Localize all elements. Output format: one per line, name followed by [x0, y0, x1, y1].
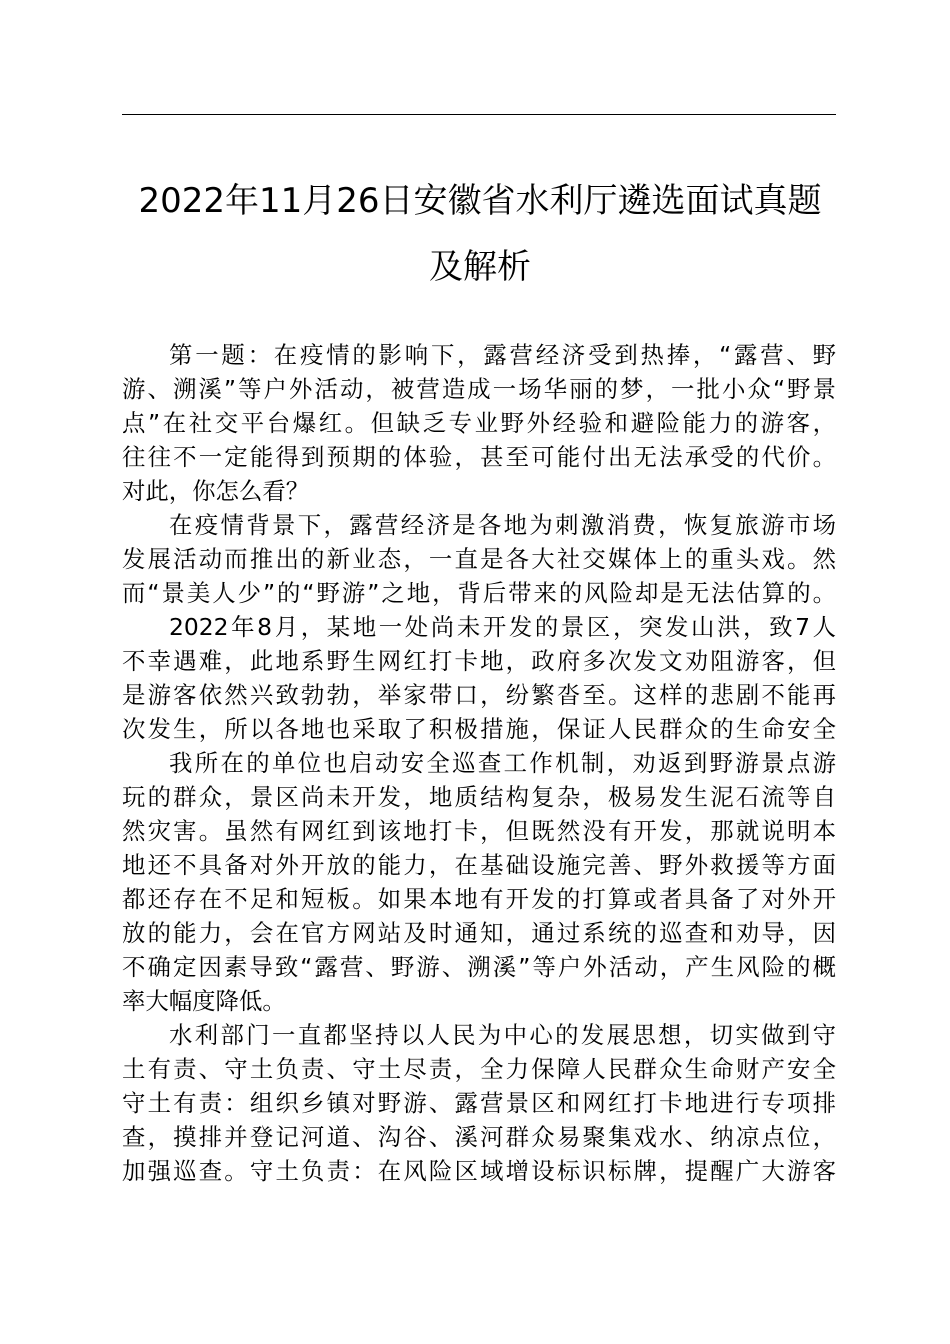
paragraph-water-department — [122, 1018, 836, 1188]
text-line: 水利部门一直都坚持以人民为中心的发展思想，切实做到守 — [169, 1021, 836, 1049]
text-line: 而“景美人少”的“野游”之地，背后带来的风险却是无法估算的。 — [122, 579, 836, 607]
text-line: 不确定因素导致“露营、野游、溯溪”等户外活动，产生风险的概 — [122, 953, 836, 981]
text-line: 点”在社交平台爆红。但缺乏专业野外经验和避险能力的游客， — [122, 409, 836, 437]
text-line: 土有责、守土负责、守土尽责，全力保障人民群众生命财产安全 — [122, 1055, 836, 1083]
text-line: 对此，你怎么看？ — [122, 477, 310, 505]
text-line: 不幸遇难，此地系野生网红打卡地，政府多次发文劝阻游客，但 — [122, 647, 836, 675]
text-line: 次发生，所以各地也采取了积极措施，保证人民群众的生命安全 — [122, 715, 836, 743]
paragraph-background — [122, 508, 836, 610]
text-line: 玩的群众，景区尚未开发，地质结构复杂，极易发生泥石流等自 — [122, 783, 836, 811]
header-divider — [122, 114, 836, 115]
title-line-2: 及解析 — [429, 247, 531, 287]
text-line: 然灾害。虽然有网红到该地打卡，但既然没有开发，那就说明本 — [122, 817, 836, 845]
text-line: 放的能力，会在官方网站及时通知，通过系统的巡查和劝导，因 — [122, 919, 836, 947]
text-line: 是游客依然兴致勃勃，举家带口，纷繁沓至。这样的悲剧不能再 — [122, 681, 836, 709]
text-line: 发展活动而推出的新业态，一直是各大社交媒体上的重头戏。然 — [122, 545, 836, 573]
text-line: 2022年8月，某地一处尚未开发的景区，突发山洪，致7人 — [169, 613, 836, 641]
text-line: 在疫情背景下，露营经济是各地为刺激消费，恢复旅游市场 — [169, 511, 836, 539]
text-line: 我所在的单位也启动安全巡查工作机制，劝返到野游景点游 — [169, 749, 836, 777]
paragraph-question — [122, 338, 836, 508]
text-line: 率大幅度降低。 — [122, 987, 286, 1015]
title-line-1: 2022年11月26日安徽省水利厅遴选面试真题 — [138, 181, 822, 221]
text-line: 往往不一定能得到预期的体验，甚至可能付出无法承受的代价。 — [122, 443, 836, 471]
text-line: 守土有责：组织乡镇对野游、露营景区和网红打卡地进行专项排 — [122, 1089, 836, 1117]
paragraph-example — [122, 610, 836, 746]
document-body — [122, 338, 836, 1188]
text-line: 都还存在不足和短板。如果本地有开发的打算或者具备了对外开 — [122, 885, 836, 913]
paragraph-unit-measures — [122, 746, 836, 1018]
text-line: 加强巡查。守土负责：在风险区域增设标识标牌，提醒广大游客 — [122, 1157, 836, 1185]
document-title — [110, 168, 850, 300]
text-line: 地还不具备对外开放的能力，在基础设施完善、野外救援等方面 — [122, 851, 836, 879]
text-line: 查，摸排并登记河道、沟谷、溪河群众易聚集戏水、纳凉点位， — [122, 1123, 836, 1151]
text-line: 游、溯溪”等户外活动，被营造成一场华丽的梦，一批小众“野景 — [122, 375, 836, 403]
text-line: 第一题：在疫情的影响下，露营经济受到热捧，“露营、野 — [169, 341, 836, 369]
